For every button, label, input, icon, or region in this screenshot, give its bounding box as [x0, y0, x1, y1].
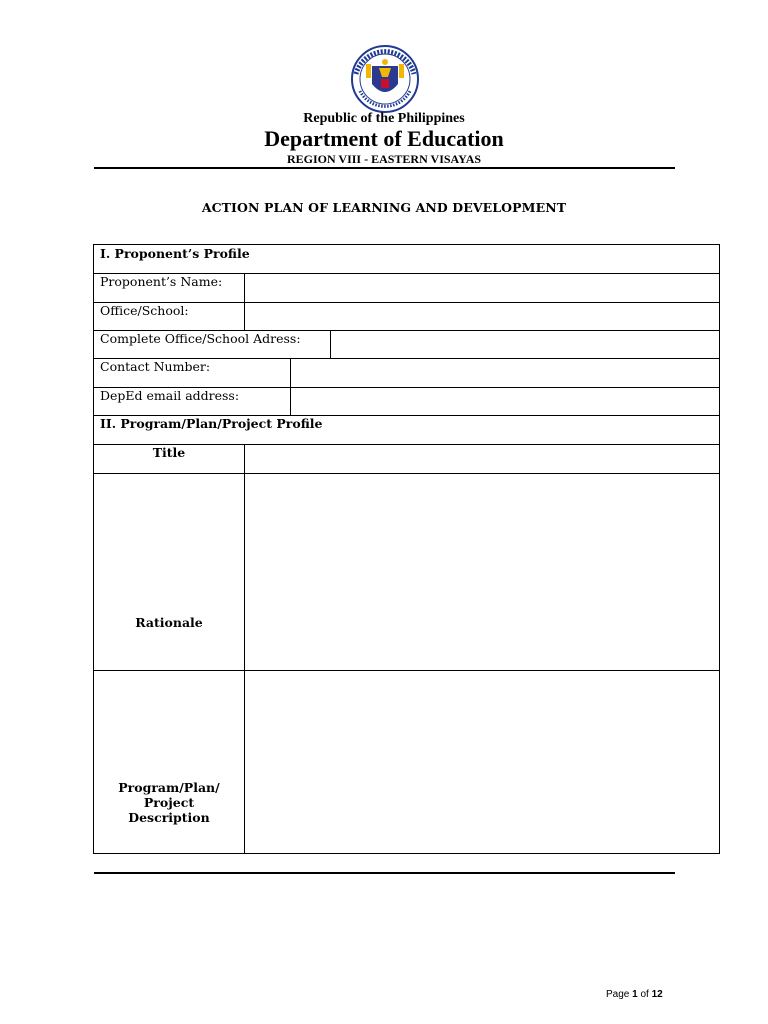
header-divider: [94, 167, 675, 169]
office-school-field[interactable]: [245, 303, 719, 329]
description-field[interactable]: [245, 671, 719, 853]
section2-heading: II. Program/Plan/Project Profile: [100, 416, 323, 431]
proponent-name-field[interactable]: [245, 274, 719, 301]
proponent-name-label: Proponent’s Name:: [100, 274, 223, 289]
description-label: [94, 780, 244, 825]
country-heading: Republic of the Philippines: [303, 111, 465, 126]
deped-email-label: DepEd email address:: [100, 388, 240, 403]
page-total: 12: [651, 989, 663, 1000]
contact-number-label: Contact Number:: [100, 359, 211, 374]
office-school-label: Office/School:: [100, 303, 189, 318]
region-heading: REGION VIII - EASTERN VISAYAS: [286, 152, 482, 166]
rationale-label: Rationale: [135, 615, 203, 630]
rationale-field[interactable]: [245, 474, 719, 669]
deped-seal-icon: [348, 44, 422, 114]
action-plan-form: [93, 244, 720, 854]
description-label-line: Project: [143, 795, 195, 810]
page-current: 1: [632, 989, 638, 1000]
department-heading: Department of Education: [264, 126, 504, 151]
description-label-line: Program/Plan/: [118, 780, 220, 795]
section1-heading: I. Proponent’s Profile: [100, 246, 250, 261]
office-address-field[interactable]: [331, 331, 719, 357]
description-label-line: Description: [128, 810, 210, 825]
footer-divider: [94, 872, 675, 874]
document-title: ACTION PLAN OF LEARNING AND DEVELOPMENT: [201, 200, 567, 215]
page-prefix: Page: [606, 989, 630, 1000]
deped-email-field[interactable]: [291, 388, 719, 414]
page-of: of: [640, 989, 649, 1000]
page-number: [606, 989, 663, 1000]
title-field[interactable]: [245, 445, 719, 472]
contact-number-field[interactable]: [291, 359, 719, 386]
office-address-label: Complete Office/School Adress:: [100, 331, 301, 346]
title-label: Title: [152, 445, 186, 460]
